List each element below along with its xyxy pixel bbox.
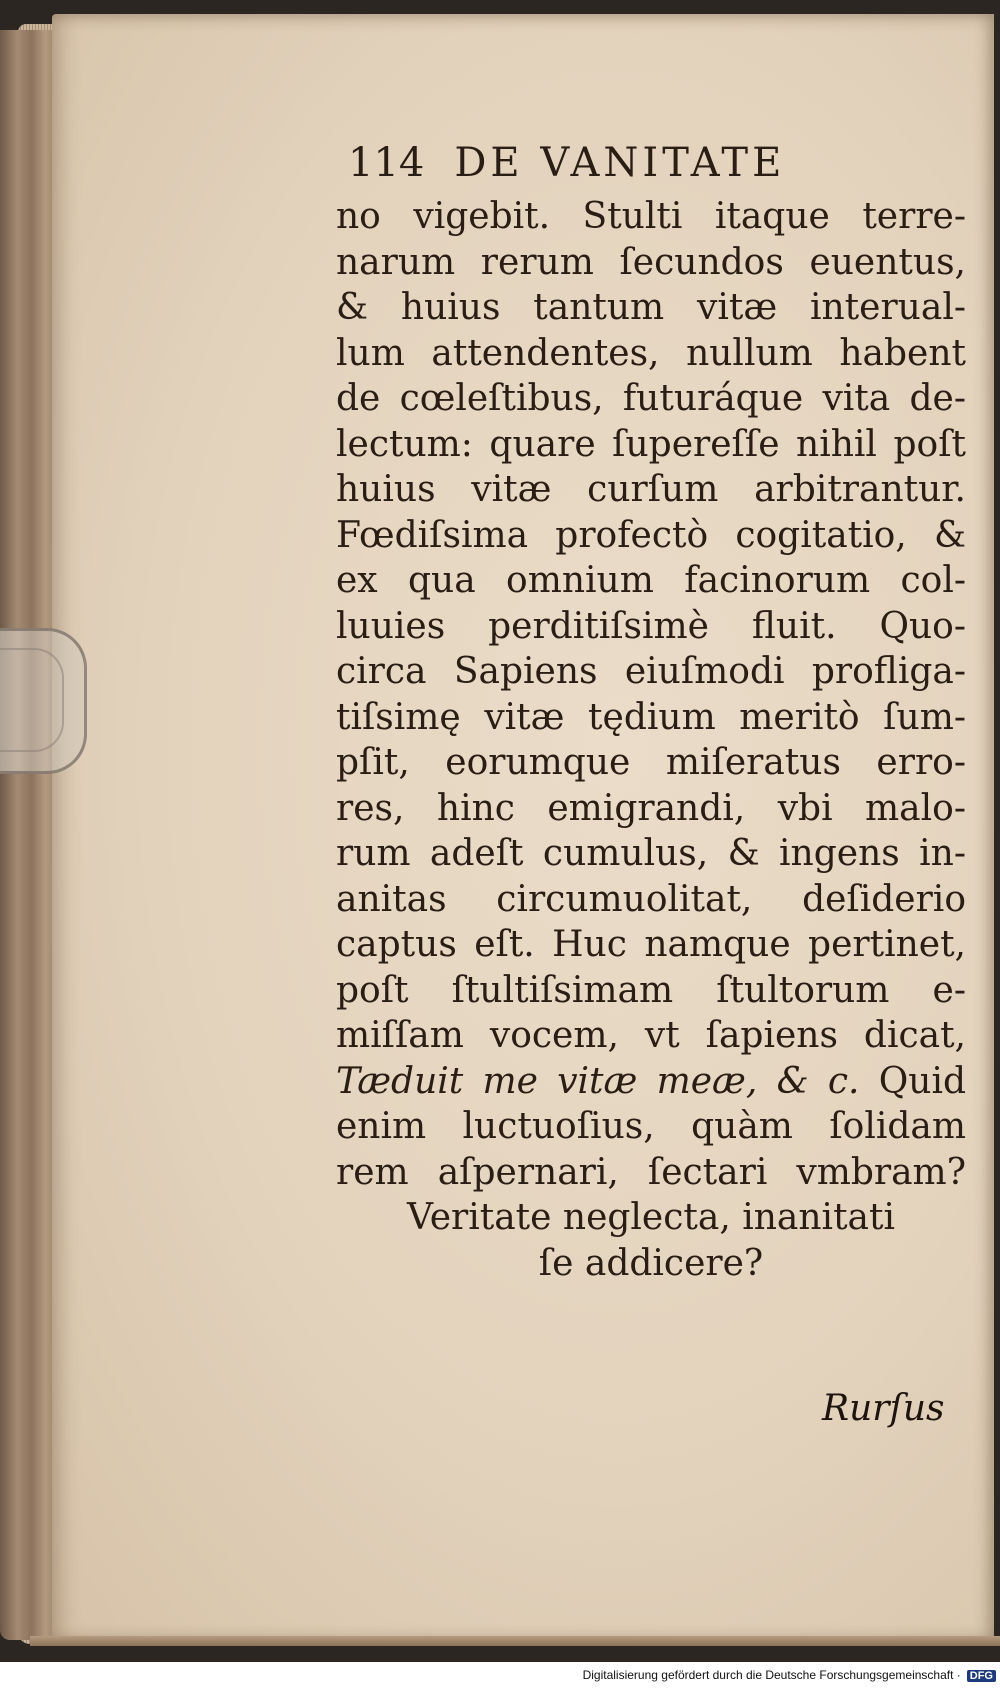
- text-line: lectum: quare ſupereſſe nihil poſt: [336, 423, 966, 465]
- text-line: tiſsimę vitæ tędium meritò ſum-: [336, 696, 966, 738]
- catchword: Rurſus: [822, 1388, 945, 1429]
- text-line: luuies perditiſsimè fluit. Quo-: [336, 605, 966, 647]
- digitization-credit: [0, 1668, 996, 1682]
- text-line: miſſam vocem, vt ſapiens dicat,: [336, 1015, 966, 1056]
- page-clip-inner: [0, 648, 64, 752]
- text-line: ex qua omnium facinorum col-: [336, 560, 966, 601]
- text-line: enim luctuoſius, quàm ſolidam: [336, 1106, 966, 1147]
- text-line: lum attendentes, nullum habent: [336, 332, 966, 374]
- text-line: captus eſt. Huc namque pertinet,: [336, 924, 966, 965]
- text-line: poſt ſtultiſsimam ſtultorum e-: [336, 969, 966, 1011]
- body-text: [336, 194, 966, 1286]
- text-line: rum adeſt cumulus, & ingens in-: [336, 833, 966, 874]
- credit-text: Digitalisierung gefördert durch die Deutsche Forschungsgemeinschaft ·: [582, 1668, 961, 1682]
- closing-line: ſe addicere?: [538, 1242, 764, 1284]
- closing-line: Veritate neglecta, inanitati: [407, 1197, 895, 1238]
- text-line: anitas circumuolitat, deſiderio: [336, 878, 966, 920]
- text-line: res, hinc emigrandi, vbi malo-: [336, 787, 966, 829]
- text-line: pſit, eorumque miſeratus erro-: [336, 742, 966, 783]
- text-line: rem aſpernari, ſectari vmbram?: [336, 1151, 966, 1193]
- running-header: [348, 140, 785, 186]
- text-line: circa Sapiens eiuſmodi profliga-: [336, 651, 966, 692]
- italic-quotation: Tæduit me vitæ meæ, & c.: [336, 1060, 860, 1102]
- running-head-title: DE VANITATE: [454, 140, 786, 186]
- text-line: no vigebit. Stulti itaque terre-: [336, 196, 966, 237]
- text-line: narum rerum ſecundos euentus,: [336, 241, 966, 283]
- text-line: & huius tantum vitæ interual-: [336, 287, 966, 328]
- quotation-continuation: Quid: [859, 1060, 967, 1102]
- dfg-logo: DFG: [967, 1670, 996, 1682]
- text-line: Fœdiſsima profectò cogitatio, &: [336, 514, 966, 556]
- text-line: huius vitæ curſum arbitrantur.: [336, 469, 966, 510]
- page-number: 114: [348, 140, 425, 186]
- text-line: de cœleſtibus, futuráque vita de-: [336, 378, 966, 419]
- quotation-line: [336, 1059, 966, 1105]
- page-bottom-edge: [30, 1636, 1000, 1646]
